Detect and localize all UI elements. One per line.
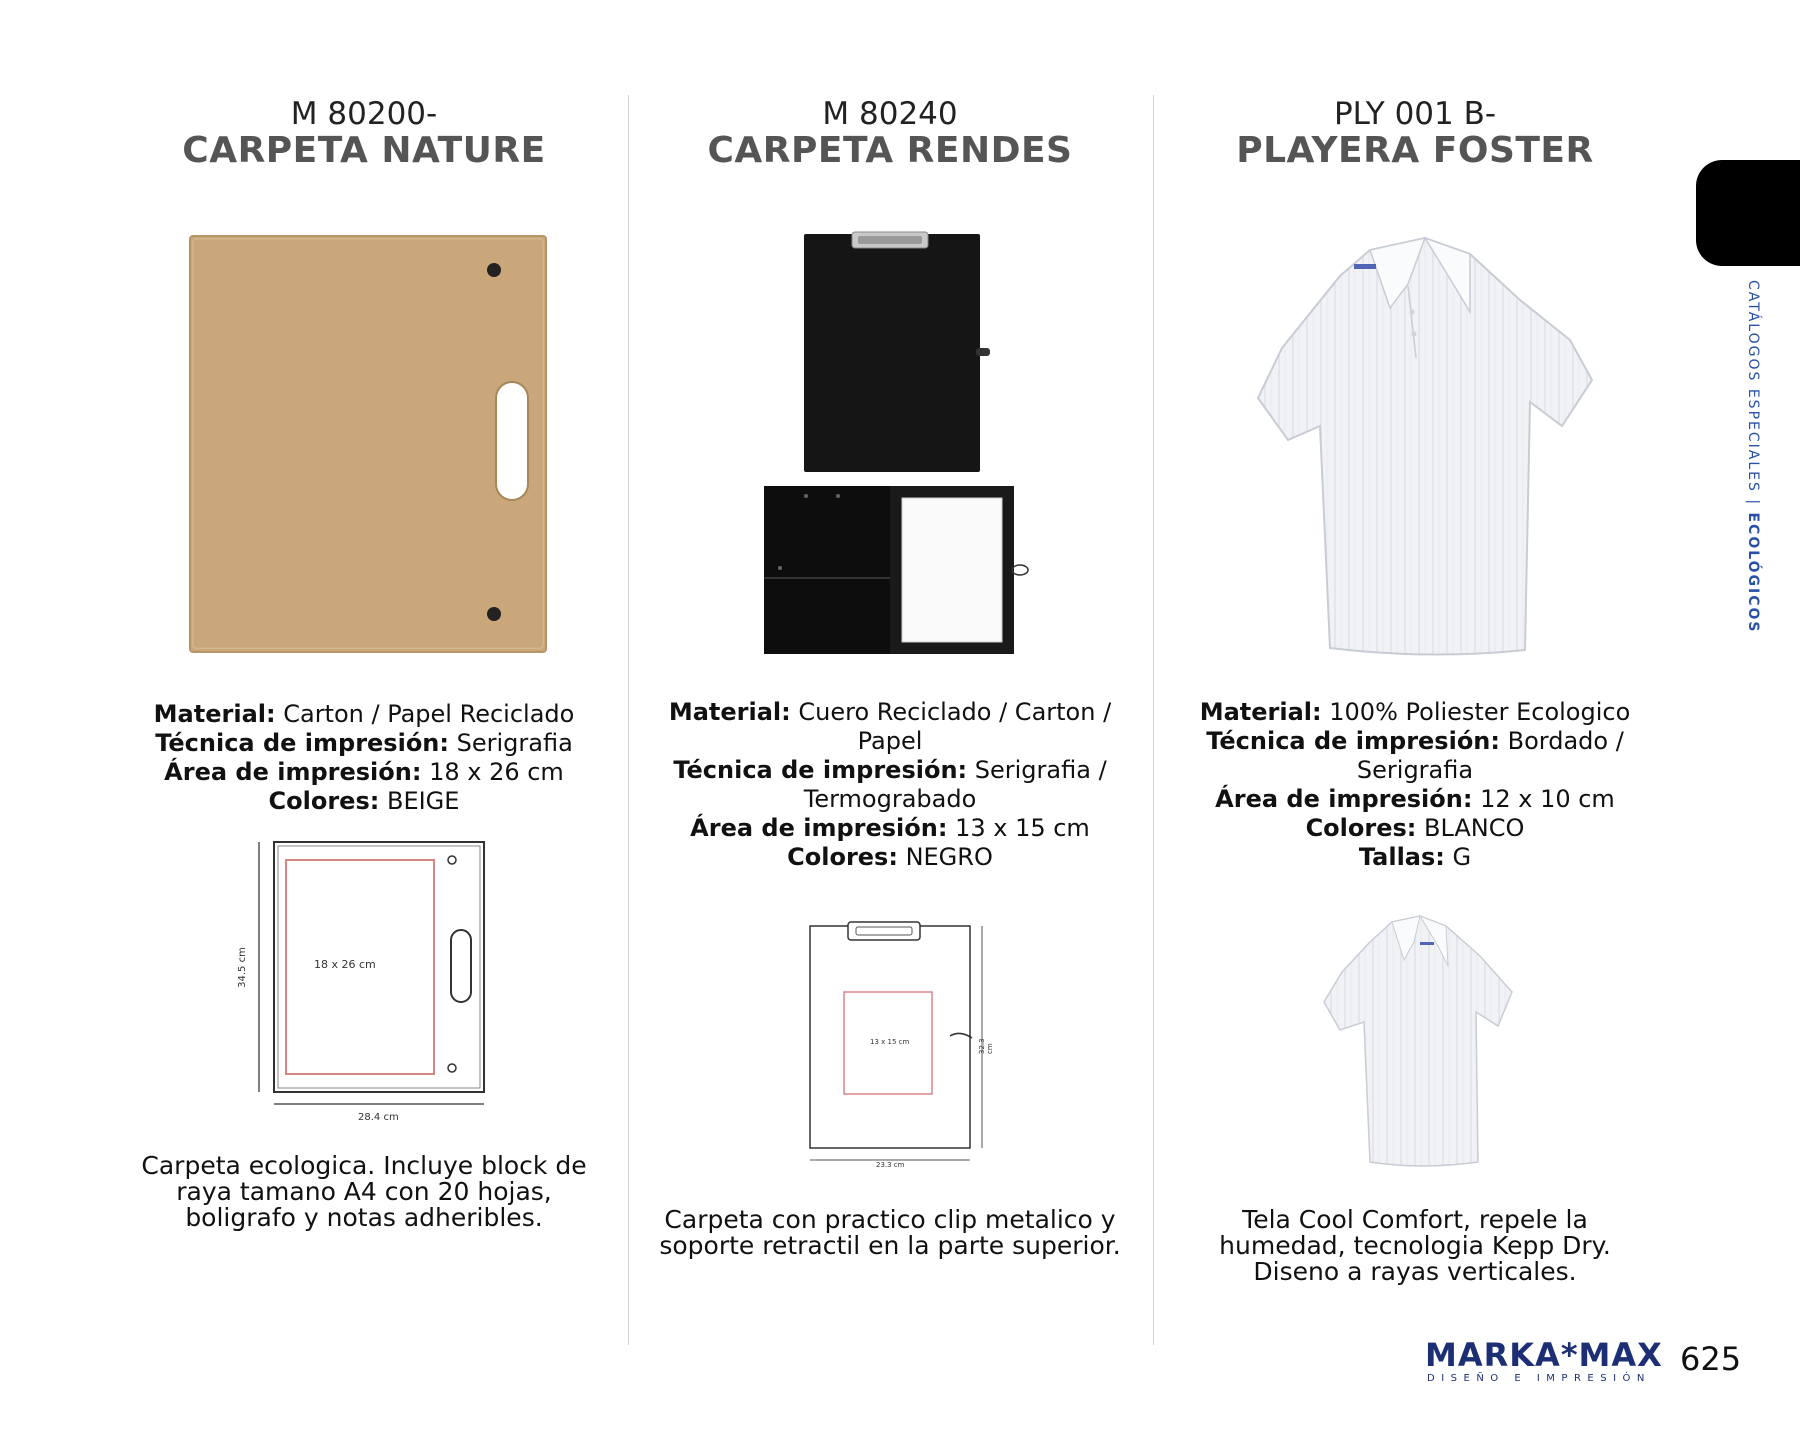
spec-row: Área de impresión: 12 x 10 cm (1215, 785, 1615, 813)
diagram-width-label: 28.4 cm (358, 1112, 399, 1123)
product-code: M 80200- (290, 96, 438, 132)
product-column-1 (114, 0, 614, 1436)
product-specs (1165, 698, 1665, 872)
diagram-width-label: 23.3 cm (876, 1161, 905, 1169)
spec-row: Colores: NEGRO (787, 843, 993, 871)
product-description: Tela Cool Comfort, repele la humedad, tecnologia Kepp Dry. Diseno a rayas verticales. (1219, 1205, 1611, 1286)
section-side-label: CATÁLOGOS ESPECIALES | ECOLÓGICOS (1745, 280, 1761, 634)
spec-row: Técnica de impresión: Bordado / (1206, 727, 1624, 755)
spec-row: Material: 100% Poliester Ecologico (1199, 698, 1631, 726)
spec-row: Colores: BLANCO (1305, 814, 1525, 842)
spec-row: Termograbado (803, 785, 977, 813)
product-specs (640, 698, 1140, 872)
print-area-diagram (234, 832, 494, 1132)
markamax-logo: MARKA*MAX DISEÑO E IMPRESIÓN (1425, 1336, 1663, 1384)
black-clipboard-photo (750, 228, 1030, 658)
spec-row: Área de impresión: 13 x 15 cm (690, 814, 1090, 842)
print-area-diagram (800, 920, 1000, 1170)
product-name: PLAYERA FOSTER (1236, 130, 1594, 171)
spec-row: Colores: BEIGE (268, 787, 460, 815)
diagram-height-label: 32.3 cm (978, 1038, 994, 1054)
spec-row: Material: Cuero Reciclado / Carton / (668, 698, 1112, 726)
spec-row: Material: Carton / Papel Reciclado (153, 700, 575, 728)
product-column-3 (1165, 0, 1665, 1436)
product-code: PLY 001 B- (1333, 96, 1497, 132)
spec-row: Técnica de impresión: Serigrafia / (673, 756, 1107, 784)
diagram-height-label: 34.5 cm (236, 947, 248, 988)
spec-row: Tallas: G (1358, 843, 1472, 871)
product-column-2 (640, 0, 1140, 1436)
product-name: CARPETA NATURE (182, 130, 546, 171)
white-polo-shirt-detail-photo (1300, 912, 1530, 1172)
white-polo-shirt-photo (1220, 230, 1610, 660)
column-divider (1153, 95, 1154, 1345)
spec-row: Técnica de impresión: Serigrafia (155, 729, 573, 757)
spec-row: Serigrafia (1356, 756, 1474, 784)
spec-row: Área de impresión: 18 x 26 cm (164, 758, 564, 786)
product-name: CARPETA RENDES (707, 130, 1073, 171)
section-tab (1696, 160, 1800, 266)
product-description: Carpeta ecologica. Incluye block de raya tamano A4 con 20 hojas, boligrafo y notas adheribles. (141, 1151, 587, 1232)
kraft-folder-photo (184, 228, 564, 658)
page-number: 625 (1680, 1340, 1742, 1378)
column-divider (628, 95, 629, 1345)
product-specs (114, 700, 614, 816)
spec-row: Papel (857, 727, 923, 755)
product-description: Carpeta con practico clip metalico y soporte retractil en la parte superior. (659, 1205, 1121, 1260)
diagram-area-label: 18 x 26 cm (314, 958, 376, 971)
product-code: M 80240 (822, 96, 958, 132)
diagram-area-label: 13 x 15 cm (870, 1038, 910, 1046)
